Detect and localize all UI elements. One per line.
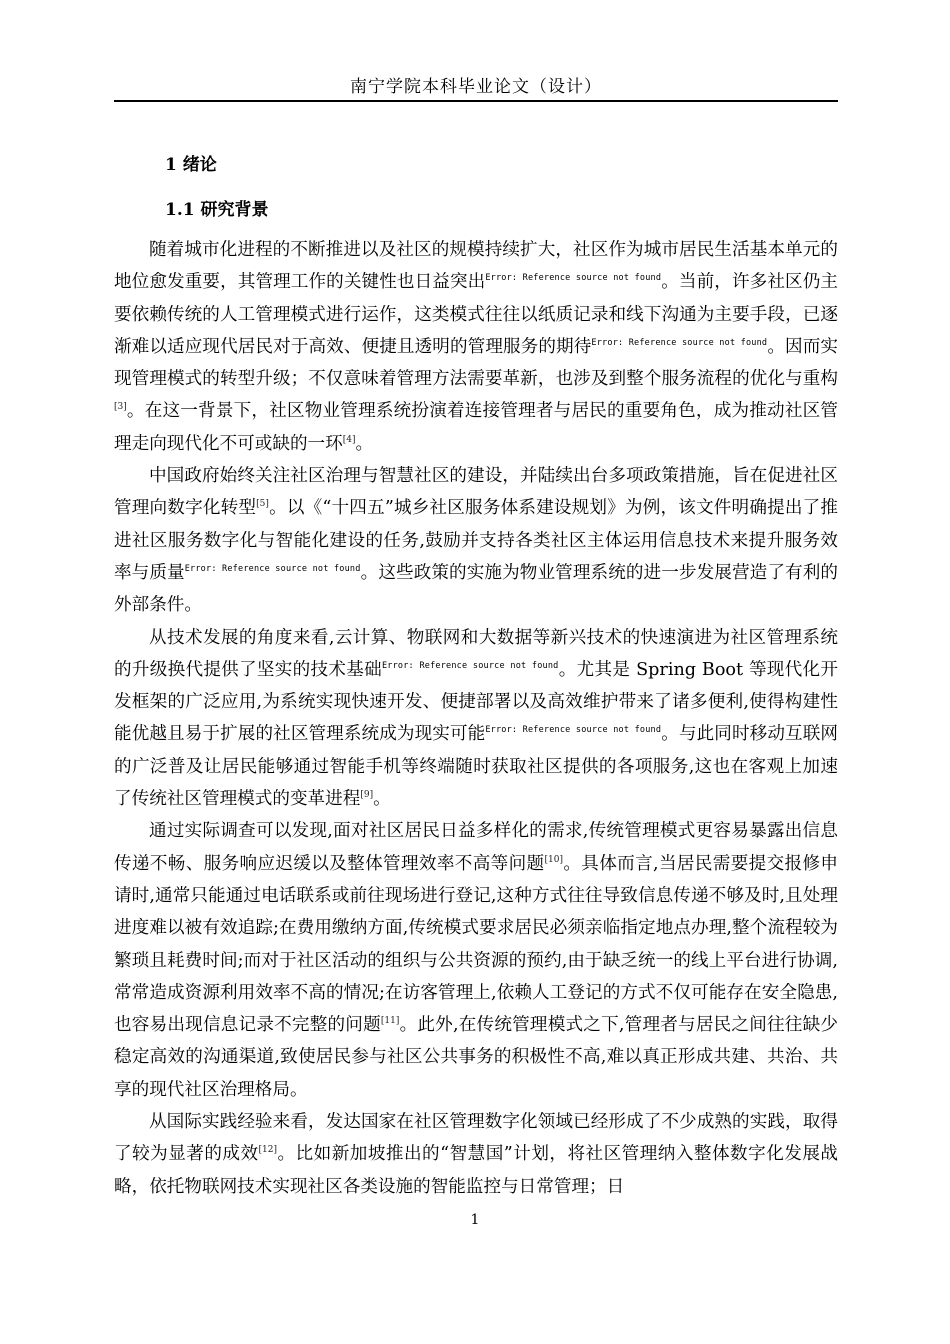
reference-error: Error: Reference source not found bbox=[485, 725, 662, 736]
citation-ref: [12] bbox=[258, 1145, 278, 1156]
text-run: 。具体而言,当居民需要提交报修申请时,通常只能通过电话联系或前往现场进行登记,这种方式往往导致信息传递不够及时,且处理进度难以被有效追踪;在费用缴纳方面,传统模式要求居民必须亲临指定地点办理,整个流程较为繁琐且耗费时间;而对于社区活动的组织与公共资源的预约,由于缺乏统一的线上平台进行协调,常常造成资源利用效率不高的情况;在访客管理上,依赖人工登记的方式不仅可能存在安全隐患,也容易出现信息记录不完整的问题 bbox=[114, 853, 838, 1036]
text-run: 。当前，许多社区仍主要依赖传统的人工管理模式进行运作，这类模式往往以纸质记录和线下沟通为主要手段，已逐渐难以适应现代居民对于高效、便捷且透明的管理服务的期待 bbox=[114, 272, 838, 357]
page-number: 1 bbox=[470, 1212, 480, 1228]
citation-ref: [11] bbox=[380, 1016, 400, 1027]
reference-error: Error: Reference source not found bbox=[184, 564, 361, 575]
section-heading: 1.1 研究背景 bbox=[165, 200, 269, 220]
paragraph-2 bbox=[114, 460, 838, 621]
citation-ref: [9] bbox=[360, 790, 374, 801]
paragraph-5 bbox=[114, 1106, 838, 1203]
text-run: 。 bbox=[355, 433, 374, 454]
text-run: 中国政府始终关注社区治理与智慧社区的建设，并陆续出台多项政策措施，旨在促进社区管理向数字化转型 bbox=[114, 466, 838, 519]
reference-error: Error: Reference source not found bbox=[485, 273, 662, 284]
text-run: 。比如新加坡推出的“智慧国”计划，将社区管理纳入整体数字化发展战略，依托物联网技术实现社区各类设施的智能监控与日常管理；日 bbox=[114, 1144, 838, 1197]
citation-ref: [3] bbox=[114, 402, 127, 413]
header-rule bbox=[114, 100, 838, 102]
text-run: 随着城市化进程的不断推进以及社区的规模持续扩大，社区作为城市居民生活基本单元的地位愈发重要，其管理工作的关键性也日益突出 bbox=[114, 240, 838, 293]
text-run: 。尤其是 Spring Boot 等现代化开发框架的广泛应用,为系统实现快速开发、便捷部署以及高效维护带来了诸多便利,使得构建性能优越且易于扩展的社区管理系统成为现实可能 bbox=[114, 659, 838, 745]
reference-error: Error: Reference source not found bbox=[381, 661, 559, 671]
text-run: 。 bbox=[373, 789, 391, 810]
paragraph-1 bbox=[114, 234, 838, 460]
citation-ref: [10] bbox=[544, 854, 563, 865]
citation-ref: [5] bbox=[256, 499, 269, 510]
text-run: 从国际实践经验来看，发达国家在社区管理数字化领域已经形成了不少成熟的实践，取得了较为显著的成效 bbox=[114, 1112, 838, 1165]
citation-ref: [4] bbox=[342, 434, 356, 445]
text-run: 。因而实现管理模式的转型升级；不仅意味着管理方法需要革新，也涉及到整个服务流程的优化与重构 bbox=[114, 336, 838, 390]
running-header: 南宁学院本科毕业论文（设计） bbox=[350, 77, 602, 97]
text-run: 。在这一背景下，社区物业管理系统扮演着连接管理者与居民的重要角色，成为推动社区管理走向现代化不可或缺的一环 bbox=[114, 401, 838, 454]
paragraph-3 bbox=[114, 622, 838, 816]
chapter-heading: 1 绪论 bbox=[165, 155, 217, 175]
text-run: 通过实际调查可以发现,面对社区居民日益多样化的需求,传统管理模式更容易暴露出信息传递不畅、服务响应迟缓以及整体管理效率不高等问题 bbox=[114, 821, 838, 874]
text-run: 。此外,在传统管理模式之下,管理者与居民之间往往缺少稳定高效的沟通渠道,致使居民参与社区公共事务的积极性不高,难以真正形成共建、共治、共享的现代社区治理格局。 bbox=[114, 1015, 838, 1100]
paragraph-4 bbox=[114, 815, 838, 1106]
body-text bbox=[114, 234, 838, 1203]
text-run: 。这些政策的实施为物业管理系统的进一步发展营造了有利的外部条件。 bbox=[114, 562, 838, 616]
reference-error: Error: Reference source not found bbox=[591, 338, 768, 349]
text-run: 。以《“十四五”城乡社区服务体系建设规划》为例，该文件明确提出了推进社区服务数字化与智能化建设的任务,鼓励并支持各类社区主体运用信息技术来提升服务效率与质量 bbox=[114, 498, 838, 583]
text-run: 。与此同时移动互联网的广泛普及让居民能够通过智能手机等终端随时获取社区提供的各项服务,这也在客观上加速了传统社区管理模式的变革进程 bbox=[114, 724, 838, 810]
text-run: 从技术发展的角度来看,云计算、物联网和大数据等新兴技术的快速演进为社区管理系统的升级换代提供了坚实的技术基础 bbox=[114, 627, 838, 680]
